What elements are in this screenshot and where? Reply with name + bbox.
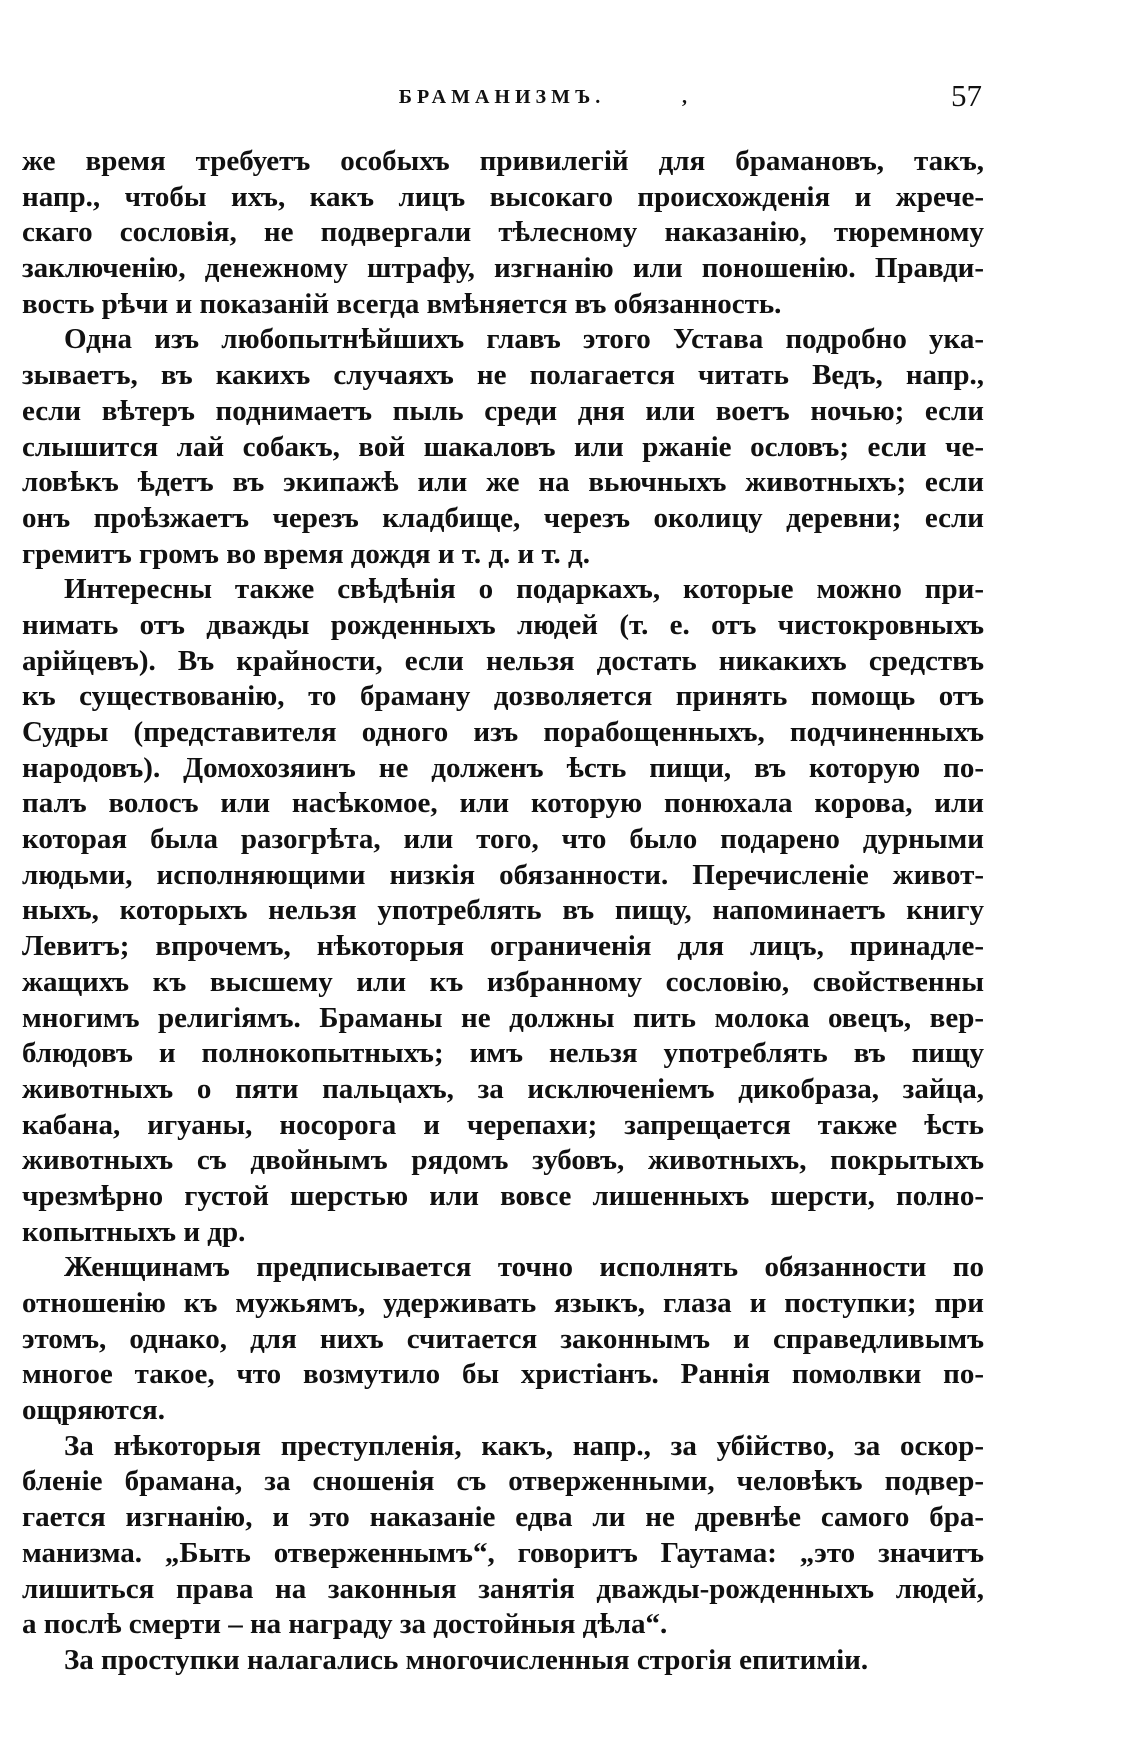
paragraph-first-line: Интересны также свѣдѣнія о подаркахъ, которые можно при- — [64, 573, 984, 606]
text-line: же время требуетъ особыхъ привилегій для брамановъ, такъ, — [22, 145, 984, 177]
text-line: многимъ религіямъ. Браманы не должны пить молока овецъ, вер- — [22, 1001, 984, 1034]
text-line: заключенію, денежному штрафу, изгнанію или поношенію. Правди- — [22, 252, 984, 285]
stray-mark: , — [682, 86, 687, 108]
text-line: животныхъ о пяти пальцахъ, за исключеніемъ дикобраза, зайца, — [22, 1072, 984, 1105]
paragraph-first-line: Женщинамъ предписывается точно исполнять обязанности по — [64, 1251, 984, 1284]
text-line: этомъ, однако, для нихъ считается законнымъ и справедливымъ — [22, 1322, 984, 1355]
page-number: 57 — [951, 78, 982, 113]
text-line: ныхъ, которыхъ нельзя употреблять въ пищу, напоминаетъ книгу — [22, 894, 984, 927]
text-line: многое такое, что возмутило бы христіанъ. Раннія помолвки по- — [22, 1358, 984, 1391]
text-line: Левитъ; впрочемъ, нѣкоторыя ограниченія для лицъ, принадле- — [22, 930, 984, 963]
text-line: которая была разогрѣта, или того, что было подарено дурными — [22, 823, 984, 856]
body-text — [22, 144, 984, 1679]
text-line: нимать отъ дважды рожденныхъ людей (т. е. отъ чистокровныхъ — [22, 608, 984, 641]
text-line: къ существованію, то браману дозволяется принять помощь отъ — [22, 680, 984, 713]
text-line: манизма. „Быть отверженнымъ“, говоритъ Гаутама: „это значитъ — [22, 1536, 984, 1569]
text-line: арійцевъ). Въ крайности, если нельзя достать никакихъ средствъ — [22, 644, 984, 677]
text-line: ловѣкъ ѣдетъ въ экипажѣ или же на вьючныхъ животныхъ; если — [22, 466, 984, 499]
paragraph-first-line: За нѣкоторыя преступленія, какъ, напр., за убійство, за оскор- — [64, 1429, 984, 1462]
text-line: а послѣ смерти – на награду за достойныя дѣла“. — [22, 1608, 668, 1641]
paragraph-first-line: Одна изъ любопытнѣйшихъ главъ этого Устава подробно ука- — [64, 323, 984, 356]
running-head — [22, 78, 982, 118]
text-line: бленіе брамана, за сношенія съ отверженными, человѣкъ подвер- — [22, 1465, 984, 1498]
text-line: животныхъ съ двойнымъ рядомъ зубовъ, животныхъ, покрытыхъ — [22, 1144, 984, 1177]
running-title: БРАМАНИЗМЪ. — [398, 86, 606, 108]
text-line: блюдовъ и полнокопытныхъ; имъ нельзя употреблять въ пищу — [22, 1037, 984, 1070]
text-line: людьми, исполняющими низкія обязанности. Перечисленіе живот- — [22, 858, 984, 891]
text-line: чрезмѣрно густой шерстью или вовсе лишенныхъ шерсти, полно- — [22, 1179, 984, 1212]
text-line: гается изгнанію, и это наказаніе едва ли не древнѣе самого бра- — [22, 1501, 984, 1534]
text-line: народовъ). Домохозяинъ не долженъ ѣсть пищи, въ которую по- — [22, 751, 984, 784]
text-line: напр., чтобы ихъ, какъ лицъ высокаго происхожденія и жрече- — [22, 180, 984, 213]
text-line: палъ волосъ или насѣкомое, или которую понюхала корова, или — [22, 787, 984, 820]
text-line: Судры (представителя одного изъ порабощенныхъ, подчиненныхъ — [22, 716, 984, 748]
text-line: если вѣтеръ поднимаетъ пыль среди дня или воетъ ночью; если — [22, 394, 984, 427]
paragraph-first-line: За проступки налагались многочисленныя строгія епитиміи. — [64, 1643, 869, 1676]
text-line: копытныхъ и др. — [22, 1215, 246, 1248]
text-line: зываетъ, въ какихъ случаяхъ не полагается читать Ведъ, напр., — [22, 359, 984, 392]
text-line: онъ проѣзжаетъ черезъ кладбище, черезъ околицу деревни; если — [22, 501, 984, 534]
text-line: скаго сословія, не подвергали тѣлесному наказанію, тюремному — [22, 216, 984, 249]
text-line: ощряются. — [22, 1394, 165, 1427]
text-line: слышится лай собакъ, вой шакаловъ или ржаніе ословъ; если че- — [22, 430, 984, 463]
text-line: отношенію къ мужьямъ, удерживать языкъ, глаза и поступки; при — [22, 1287, 984, 1319]
text-line: вость рѣчи и показаній всегда вмѣняется въ обязанность. — [22, 287, 782, 320]
text-line: жащихъ къ высшему или къ избранному сословію, свойственны — [22, 965, 984, 998]
text-line: лишиться права на законныя занятія дважды-рожденныхъ людей, — [22, 1572, 984, 1605]
text-line: кабана, игуаны, носорога и черепахи; запрещается также ѣсть — [22, 1108, 984, 1141]
text-line: гремитъ громъ во время дождя и т. д. и т. д. — [22, 537, 590, 570]
